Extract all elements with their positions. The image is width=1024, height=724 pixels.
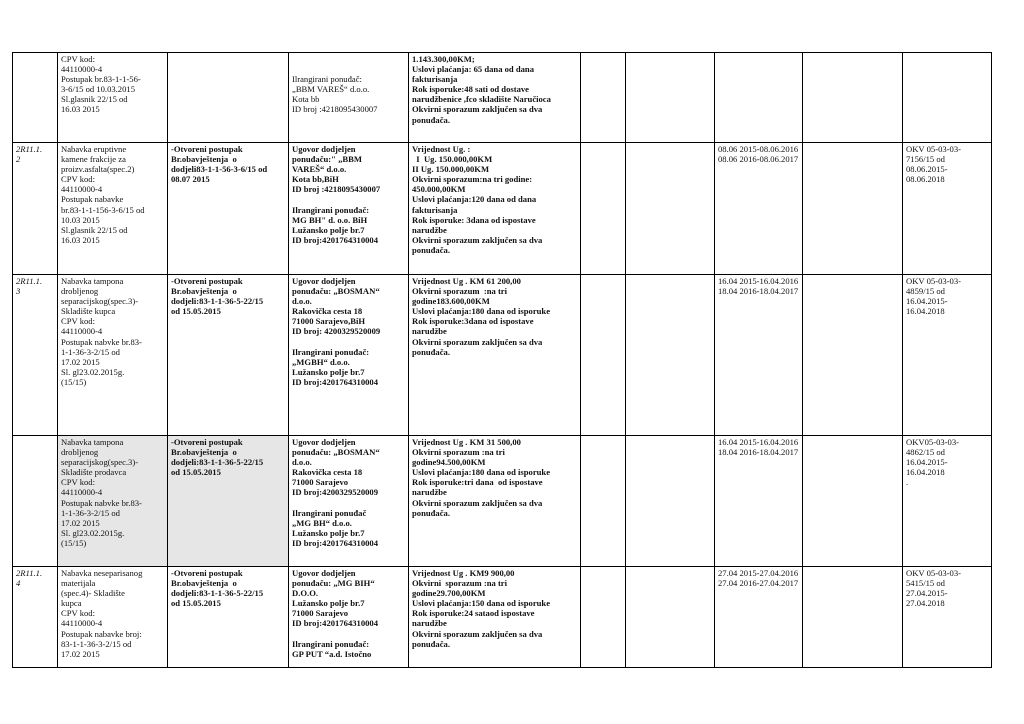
- empty-cell: [581, 436, 626, 567]
- value-cell: [409, 143, 581, 275]
- subject-line: Nabavka neseparisanog: [61, 568, 143, 578]
- table-row: [13, 275, 992, 436]
- subject-line: Sl. gl23.02.2015g.: [61, 527, 125, 538]
- empty-cell: [803, 53, 903, 143]
- subject-line: CPV kod:: [61, 54, 95, 64]
- subject-line: kamene frakcije za: [61, 154, 126, 165]
- awarded-line: Ugovor dodjeljen: [292, 437, 356, 447]
- awarded-line: Lužansko polje br.7: [292, 598, 365, 609]
- subject-line: 83-1-1-36-3-2/15 od: [61, 638, 132, 649]
- awarded-line: ID broj:4201764310004: [292, 376, 379, 387]
- value-line: Vrijednost Ug . KM 61 200,00: [412, 276, 521, 286]
- awarded-line: ponuđaču: „BOSMAN“: [292, 447, 380, 458]
- blank-line: [292, 64, 405, 74]
- ref-line: 4862/15 od: [906, 447, 945, 458]
- awarded-line: ID broj:4201764310004: [292, 234, 379, 245]
- subject-line: Nabavka eruptivne: [61, 144, 127, 154]
- subject-cell: [58, 143, 168, 275]
- value-line: narudžbe: [412, 326, 447, 337]
- ref-line: 27.04.2018: [906, 598, 945, 609]
- subject-line: Postupak nabvke br.83-: [61, 497, 142, 508]
- subject-line: 16.03 2015: [61, 234, 100, 245]
- period-cell: [715, 436, 803, 567]
- subject-line: 3-6/15 od 10.03.2015: [61, 84, 135, 95]
- subject-cell: [58, 53, 168, 143]
- subject-line: Sl.glasnik 22/15 od: [61, 94, 128, 105]
- subject-line: drobljenog: [61, 447, 99, 458]
- value-line: godine29.700,00KM: [412, 588, 486, 599]
- value-line: Uslovi plaćanja:150 dana od isporuke: [412, 598, 551, 609]
- ref-line: 08.06.2015-: [906, 164, 948, 175]
- awarded-line: ID broj:4201764310004: [292, 537, 379, 548]
- empty-cell: [626, 143, 715, 275]
- awarded-cell: [289, 53, 409, 143]
- awarded-line: Ugovor dodjeljen: [292, 568, 356, 578]
- subject-line: 44110000-4: [61, 618, 103, 629]
- awarded-line: Kota bb,BiH: [292, 174, 339, 185]
- value-cell: [409, 275, 581, 436]
- procedure-line: od 15.05.2015: [171, 306, 221, 317]
- value-line: fakturisanja: [412, 74, 458, 85]
- value-line: Rok isporuke:3dana od ispostave: [412, 316, 534, 327]
- subject-line: Postupak nabavke: [61, 194, 124, 205]
- awarded-line: 71000 Sarajevo: [292, 477, 349, 488]
- empty-cell: [626, 567, 715, 668]
- reference-cell: [903, 53, 992, 143]
- ref-line: 7156/15 od: [906, 154, 945, 165]
- subject-line: separacijskog(spec.3)-: [61, 296, 139, 307]
- ref-line: OKV05-03-03-: [906, 437, 959, 447]
- awarded-line: Ilrangirani ponuđač: [292, 507, 367, 518]
- num-line: 2R11.1.: [16, 276, 43, 286]
- value-line: Okvirni sporazum:na tri godine:: [412, 174, 533, 185]
- procurement-table: [12, 52, 992, 668]
- reference-cell: [903, 143, 992, 275]
- num-line: 2R11.1.: [16, 568, 43, 578]
- empty-cell: [581, 53, 626, 143]
- subject-line: Skladište prodavca: [61, 467, 127, 478]
- empty-cell: [626, 436, 715, 567]
- subject-line: 16.03 2015: [61, 104, 100, 115]
- table-row: [13, 436, 992, 567]
- value-line: Rok isporuke:24 sataod ispostave: [412, 608, 535, 619]
- procedure-line: dodjeli83-1-1-56-3-6/15 od: [171, 164, 268, 175]
- row-number-cell: [13, 143, 58, 275]
- reference-cell: [903, 436, 992, 567]
- awarded-line: ponuđaču:" „BBM: [292, 154, 362, 165]
- ref-line: 16.04.2015-: [906, 457, 948, 468]
- reference-cell: [903, 275, 992, 436]
- blank-line: [292, 54, 405, 64]
- blank-line: [292, 629, 405, 639]
- value-line: Okvirni sporazum :na tri: [412, 447, 505, 458]
- blank-line: [292, 194, 405, 204]
- value-line: Vrijednost Ug. :: [412, 144, 471, 154]
- subject-line: (15/15): [61, 537, 87, 548]
- value-line: II Ug. 150.000,00KM: [412, 164, 490, 175]
- value-line: narudžbe: [412, 487, 447, 498]
- value-line: Uslovi plaćanja: 65 dana od dana: [412, 64, 535, 75]
- num-line: 4: [16, 578, 21, 589]
- subject-line: 10.03 2015: [61, 214, 100, 225]
- row-number-cell: [13, 275, 58, 436]
- value-line: narudžbe: [412, 224, 447, 235]
- empty-cell: [581, 567, 626, 668]
- table-row: [13, 53, 992, 143]
- procedure-line: -Otvoreni postupak: [171, 144, 243, 154]
- row-number-cell: [13, 436, 58, 567]
- subject-line: Postupak br.83-1-1-56-: [61, 74, 141, 85]
- procedure-cell: [168, 567, 289, 668]
- awarded-line: Ilrangirani ponuđač:: [292, 638, 370, 649]
- awarded-line: d.o.o.: [292, 296, 312, 307]
- row-number-cell: [13, 567, 58, 668]
- value-line: Uslovi plaćanja:180 dana od isporuke: [412, 306, 551, 317]
- subject-line: kupca: [61, 598, 82, 609]
- awarded-line: Ilrangirani ponuđač:: [292, 74, 362, 85]
- subject-line: 44110000-4: [61, 326, 103, 337]
- num-line: 2R11.1.: [16, 144, 43, 154]
- subject-line: CPV kod:: [61, 477, 95, 488]
- reference-cell: [903, 567, 992, 668]
- empty-cell: [581, 143, 626, 275]
- subject-line: proizv.asfalta(spec.2): [61, 164, 135, 175]
- value-line: 1.143.300,00KM;: [412, 54, 475, 64]
- procedure-line: dodjeli:83-1-1-36-5-22/15: [171, 588, 264, 599]
- value-cell: [409, 53, 581, 143]
- awarded-line: ID broj :4218095430007: [292, 184, 381, 195]
- awarded-line: „MGBH“ d.o.o.: [292, 356, 350, 367]
- awarded-line: ID broj :4218095430007: [292, 104, 378, 115]
- awarded-line: MG BH" d. o.o. BiH: [292, 214, 368, 225]
- subject-line: Skladište kupca: [61, 306, 116, 317]
- subject-cell: [58, 436, 168, 567]
- value-line: godine183.600,00KM: [412, 296, 490, 307]
- procedure-line: od 15.05.2015: [171, 598, 221, 609]
- period-line: 08.06 2016-08.06.2017: [718, 154, 799, 165]
- procedure-line: -Otvoreni postupak: [171, 568, 243, 578]
- table-row: [13, 567, 992, 668]
- awarded-line: „BBM VAREŠ“ d.o.o.: [292, 84, 370, 95]
- subject-cell: [58, 275, 168, 436]
- blank-line: [292, 337, 405, 347]
- value-cell: [409, 436, 581, 567]
- procedure-line: od 15.05.2015: [171, 467, 221, 478]
- awarded-cell: [289, 143, 409, 275]
- procedure-cell: [168, 143, 289, 275]
- ref-line: 27.04.2015-: [906, 588, 948, 599]
- awarded-line: Kota bb: [292, 94, 320, 105]
- period-line: 08.06 2015-08.06.2016: [718, 144, 799, 154]
- ref-line: .: [906, 477, 909, 488]
- table-row: [13, 143, 992, 275]
- value-line: godine94.500,00KM: [412, 457, 486, 468]
- awarded-line: VAREŠ“ d.o.o.: [292, 164, 347, 175]
- ref-line: 5415/15 od: [906, 578, 945, 589]
- value-line: narudžbe: [412, 618, 447, 629]
- procedure-line: 08.07 2015: [171, 174, 210, 185]
- procedure-cell: [168, 436, 289, 567]
- row-number-cell: [13, 53, 58, 143]
- ref-line: 4859/15 od: [906, 286, 945, 297]
- empty-cell: [803, 436, 903, 567]
- procedure-line: dodjeli:83-1-1-36-5-22/15: [171, 296, 264, 307]
- procedure-line: -Otvoreni postupak: [171, 276, 243, 286]
- awarded-line: ID broj: 4200329520009: [292, 326, 381, 337]
- value-line: Okvirni sporazum zaključen sa dva: [412, 628, 543, 639]
- ref-line: OKV 05-03-03-: [906, 568, 961, 578]
- subject-line: separacijskog(spec.3)-: [61, 457, 139, 468]
- num-line: 2: [16, 154, 21, 165]
- subject-line: drobljenog: [61, 286, 99, 297]
- ref-line: 16.04.2015-: [906, 296, 948, 307]
- awarded-line: ponuđaču: „MG BIH“: [292, 578, 375, 589]
- procedure-cell: [168, 275, 289, 436]
- value-line: Okvirni sporazum :na tri: [412, 578, 508, 589]
- awarded-cell: [289, 436, 409, 567]
- blank-line: [292, 498, 405, 508]
- subject-line: Postupak nabavke broj:: [61, 628, 142, 639]
- empty-cell: [803, 567, 903, 668]
- value-line: Rok isporuke:tri dana od ispostave: [412, 477, 543, 488]
- period-line: 27.04 2016-27.04.2017: [718, 578, 799, 589]
- awarded-line: Lužansko polje br.7: [292, 224, 365, 235]
- subject-line: 1-1-36-3-2/15 od: [61, 346, 120, 357]
- value-line: ponuđača.: [412, 114, 450, 125]
- awarded-line: GP PUT “a.d. Istočno: [292, 648, 372, 659]
- value-line: Rok isporuke:48 sati od dostave: [412, 84, 529, 95]
- awarded-line: „MG BH“ d.o.o.: [292, 517, 352, 528]
- awarded-line: 71000 Sarajevo: [292, 608, 349, 619]
- period-line: 16.04 2015-16.04.2016: [718, 276, 799, 286]
- procedure-line: Br.obavještenja o: [171, 286, 237, 297]
- period-cell: [715, 275, 803, 436]
- procedure-line: Br.obavještenja o: [171, 447, 237, 458]
- subject-line: Nabavka tampona: [61, 437, 124, 447]
- awarded-line: Ugovor dodjeljen: [292, 276, 356, 286]
- awarded-line: ID broj:4201764310004: [292, 618, 379, 629]
- subject-line: Sl. gl23.02.2015g.: [61, 366, 125, 377]
- awarded-line: Lužansko polje br.7: [292, 366, 365, 377]
- value-line: ponuđača.: [412, 507, 450, 518]
- awarded-cell: [289, 275, 409, 436]
- value-line: 450.000,00KM: [412, 184, 466, 195]
- value-line: narudžbenice ,fco skladište Naručioca: [412, 94, 551, 105]
- procedure-line: Br.obavještenja o: [171, 154, 237, 165]
- procedure-cell: [168, 53, 289, 143]
- subject-line: CPV kod:: [61, 608, 95, 619]
- subject-line: 17.02 2015: [61, 648, 100, 659]
- subject-line: materijala: [61, 578, 96, 589]
- ref-line: OKV 05-03-03-: [906, 276, 961, 286]
- procedure-line: Br.obavještenja o: [171, 578, 237, 589]
- period-line: 18.04 2016-18.04.2017: [718, 447, 799, 458]
- period-line: 16.04 2015-16.04.2016: [718, 437, 799, 447]
- value-line: Okvirni sporazum zaključen sa dva: [412, 336, 543, 347]
- ref-line: 16.04.2018: [906, 467, 945, 478]
- subject-line: Sl.glasnik 22/15 od: [61, 224, 128, 235]
- subject-cell: [58, 567, 168, 668]
- awarded-line: 71000 Sarajevo,BiH: [292, 316, 366, 327]
- value-line: Vrijednost Ug . KM9 900,00: [412, 568, 515, 578]
- subject-line: 1-1-36-3-2/15 od: [61, 507, 120, 518]
- value-line: ponuđača.: [412, 346, 450, 357]
- period-line: 18.04 2016-18.04.2017: [718, 286, 799, 297]
- ref-line: 16.04.2018: [906, 306, 945, 317]
- value-line: Okvirni sporazum :na tri: [412, 286, 508, 297]
- period-cell: [715, 53, 803, 143]
- procedure-line: dodjeli:83-1-1-36-5-22/15: [171, 457, 264, 468]
- awarded-line: ID broj:4200329520009: [292, 487, 379, 498]
- subject-line: (spec.4)- Skladište: [61, 588, 125, 599]
- awarded-cell: [289, 567, 409, 668]
- value-cell: [409, 567, 581, 668]
- subject-line: (15/15): [61, 376, 87, 387]
- value-line: Uslovi plaćanja:120 dana od dana: [412, 194, 537, 205]
- awarded-line: Rakovička cesta 18: [292, 306, 363, 317]
- subject-line: br.83-1-1-156-3-6/15 od: [61, 204, 145, 215]
- value-line: I Ug. 150.000,00KM: [412, 154, 493, 165]
- value-line: Okvirni sporazum zaključen sa dva: [412, 234, 543, 245]
- awarded-line: Lužansko polje br.7: [292, 527, 365, 538]
- subject-line: 44110000-4: [61, 64, 103, 75]
- awarded-line: Ilrangirani ponuđač:: [292, 204, 370, 215]
- value-line: ponuđača.: [412, 244, 450, 255]
- subject-line: CPV kod:: [61, 316, 95, 327]
- ref-line: 08.06.2018: [906, 174, 945, 185]
- empty-cell: [803, 143, 903, 275]
- value-line: fakturisanja: [412, 204, 458, 215]
- value-line: Uslovi plaćanja:180 dana od isporuke: [412, 467, 551, 478]
- period-line: 27.04 2015-27.04.2016: [718, 568, 799, 578]
- value-line: Vrijednost Ug . KM 31 500,00: [412, 437, 521, 447]
- value-line: Okvirni sporazum zaključen sa dva: [412, 497, 543, 508]
- awarded-line: Ugovor dodjeljen: [292, 144, 356, 154]
- empty-cell: [581, 275, 626, 436]
- awarded-line: d.o.o.: [292, 457, 312, 468]
- ref-line: OKV 05-03-03-: [906, 144, 961, 154]
- num-line: 3: [16, 286, 21, 297]
- subject-line: 17.02 2015: [61, 356, 100, 367]
- empty-cell: [803, 275, 903, 436]
- subject-line: CPV kod:: [61, 174, 95, 185]
- subject-line: 44110000-4: [61, 487, 103, 498]
- empty-cell: [626, 275, 715, 436]
- subject-line: 17.02 2015: [61, 517, 100, 528]
- period-cell: [715, 567, 803, 668]
- subject-line: Nabavka tampona: [61, 276, 124, 286]
- procedure-line: -Otvoreni postupak: [171, 437, 243, 447]
- subject-line: 44110000-4: [61, 184, 103, 195]
- awarded-line: Rakovička cesta 18: [292, 467, 363, 478]
- subject-line: Postupak nabvke br.83-: [61, 336, 142, 347]
- value-line: Rok isporuke: 3dana od ispostave: [412, 214, 536, 225]
- awarded-line: ponuđaču: „BOSMAN“: [292, 286, 380, 297]
- value-line: Okvirni sporazum zaključen sa dva: [412, 104, 543, 115]
- value-line: ponuđača.: [412, 638, 450, 649]
- awarded-line: Ilrangirani ponuđač:: [292, 346, 370, 357]
- empty-cell: [626, 53, 715, 143]
- period-cell: [715, 143, 803, 275]
- awarded-line: D.O.O.: [292, 588, 319, 599]
